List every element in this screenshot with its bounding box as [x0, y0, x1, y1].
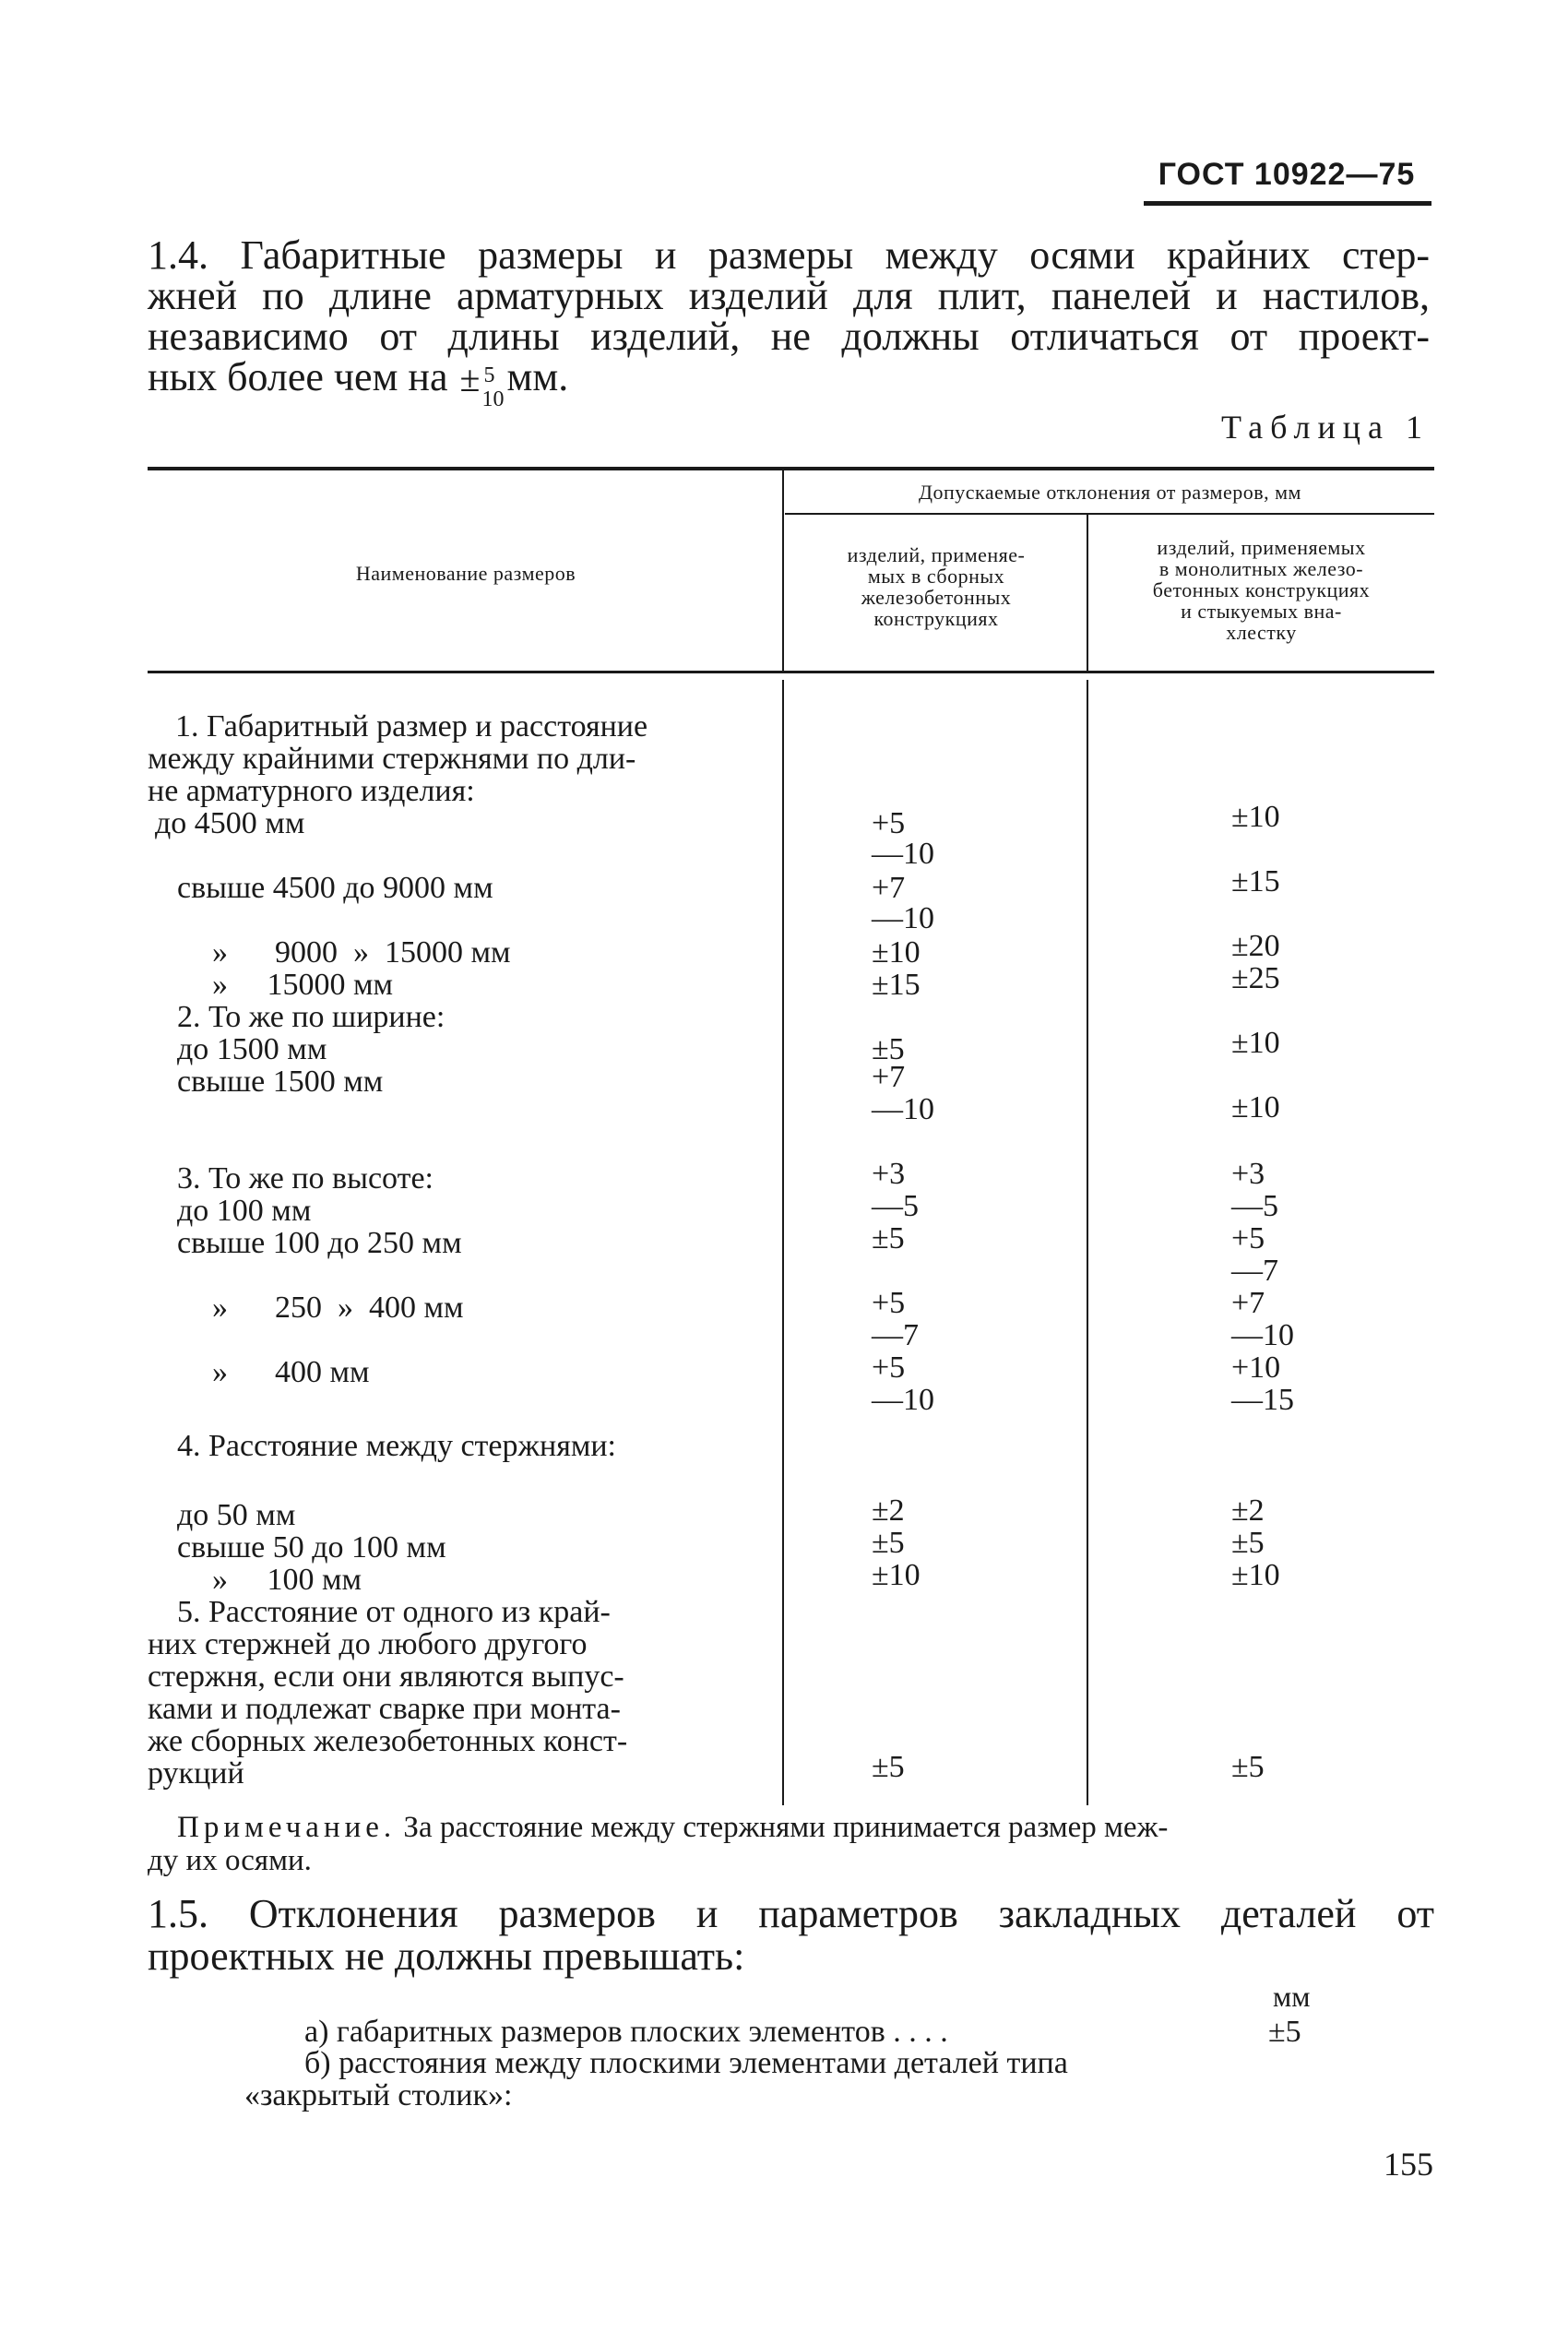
table-value-col2: ±25: [1231, 961, 1280, 995]
header-line: и стыкуемых вна-: [1181, 600, 1342, 623]
table-value-col2: ±10: [1231, 1090, 1280, 1124]
table-value-col1: —10: [872, 837, 934, 871]
table-value-col1: +5: [872, 1350, 906, 1385]
table-value-col1: ±15: [872, 968, 921, 1002]
table-value-col1: +3: [872, 1157, 906, 1191]
table-value-col2: +3: [1231, 1157, 1265, 1191]
table-row-label: свыше 100 до 250 мм: [177, 1226, 462, 1260]
list-item-value: ±5: [1268, 2015, 1301, 2049]
paragraph-line: жней по длине арматурных изделий для плит, панелей и настилов,: [148, 273, 1430, 318]
list-item: б) расстояния между плоскими элементами деталей типа: [304, 2046, 1068, 2080]
table-value-col2: ±5: [1231, 1526, 1265, 1560]
table-row-label: » 9000 » 15000 мм: [212, 935, 511, 970]
table-value-col2: —5: [1231, 1189, 1278, 1223]
table-value-col1: +5: [872, 806, 906, 840]
tolerance: [458, 357, 505, 411]
note-text: За расстояние между стержнями принимается размер меж-: [396, 1811, 1169, 1844]
table-value-col2: ±10: [1231, 800, 1280, 834]
table-value-col1: ±5: [872, 1032, 905, 1066]
table-row-label: них стержней до любого другого: [148, 1627, 588, 1661]
list-item-continuation: «закрытый столик»:: [244, 2078, 513, 2112]
table-column-divider: [782, 680, 784, 1805]
note-line: [177, 1811, 1431, 1844]
header-line: в монолитных железо-: [1158, 557, 1364, 580]
table-value-col1: ±5: [872, 1221, 905, 1255]
header-line: мых в сборных: [867, 565, 1005, 588]
header-line: изделий, применяе-: [847, 543, 1026, 566]
table-value-col1: ±2: [872, 1493, 905, 1528]
table-row-label: между крайними стержнями по дли-: [148, 742, 636, 776]
table-value-col1: ±5: [872, 1750, 905, 1784]
table-value-col2: ±5: [1231, 1750, 1265, 1784]
table-value-col1: +7: [872, 1060, 906, 1094]
table-value-col2: ±10: [1231, 1026, 1280, 1060]
table-row-label: ками и подлежат сварке при монта-: [148, 1692, 621, 1726]
table-value-col2: —7: [1231, 1254, 1278, 1288]
table-value-col1: —10: [872, 1092, 934, 1126]
paragraph-1-5: [148, 1893, 1434, 1978]
table-row-label: » 250 » 400 мм: [212, 1291, 464, 1325]
header-line: бетонных конструкциях: [1152, 578, 1371, 601]
table-row-label: » 400 мм: [212, 1355, 370, 1389]
table-value-col1: —5: [872, 1189, 919, 1223]
table-value-col2: ±2: [1231, 1493, 1265, 1528]
table-header-name: Наименование размеров: [355, 562, 576, 585]
table-top-rule: [148, 467, 1434, 470]
table-value-col1: —10: [872, 1383, 934, 1417]
paragraph-text: ных более чем на: [148, 354, 448, 399]
table-value-col2: —10: [1231, 1318, 1294, 1352]
table-value-col2: +5: [1231, 1221, 1265, 1255]
table-value-col1: —10: [872, 901, 934, 935]
table-value-col2: +7: [1231, 1286, 1265, 1320]
table-row-label: до 50 мм: [177, 1498, 296, 1532]
header-rule: [1144, 201, 1431, 206]
table-row-label: до 1500 мм: [177, 1032, 327, 1066]
list-item: а) габаритных размеров плоских элементов . . . .: [304, 2015, 948, 2049]
table-value-col1: ±5: [872, 1526, 905, 1560]
note-line: ду их осями.: [148, 1844, 312, 1877]
table-row-label: свыше 4500 до 9000 мм: [177, 871, 493, 905]
table-header-group: Допускаемые отклонения от размеров, мм: [919, 481, 1301, 504]
paragraph-line: проектных не должны превышать:: [148, 1933, 745, 1979]
tolerance-lower: 10: [481, 387, 505, 411]
table-row-label: же сборных железобетонных конст-: [148, 1724, 628, 1758]
table-row-label: стержня, если они являются выпус-: [148, 1660, 624, 1694]
table-row-label: не арматурного изделия:: [148, 774, 475, 808]
paragraph-line: независимо от длины изделий, не должны отличаться от проект-: [148, 314, 1430, 359]
header-line: изделий, применяемых: [1157, 536, 1366, 559]
table-row-label: до 4500 мм: [155, 806, 305, 840]
table-value-col2: —15: [1231, 1383, 1294, 1417]
table-row-label: 5. Расстояние от одного из край-: [177, 1595, 611, 1629]
table-value-col1: +5: [872, 1286, 906, 1320]
table-row-label: 3. То же по высоте:: [177, 1161, 434, 1196]
table-value-col1: ±10: [872, 1558, 921, 1592]
table-value-col2: +10: [1231, 1350, 1281, 1385]
table-header-col2: [1088, 537, 1434, 643]
paragraph-1-4: [148, 232, 1430, 411]
table-group-rule: [785, 513, 1434, 515]
paragraph-line: [148, 354, 1430, 411]
table-row-label: рукций: [148, 1756, 244, 1791]
document-header: ГОСТ 10922—75: [1158, 157, 1416, 192]
table-header-col1: [786, 544, 1087, 629]
table-row-label: » 15000 мм: [212, 968, 394, 1002]
table-column-divider: [1087, 680, 1088, 1805]
paragraph-text: мм.: [506, 354, 569, 399]
note-label: Примечание.: [177, 1811, 397, 1844]
header-line: конструкциях: [873, 607, 999, 630]
unit-label: мм: [1273, 1980, 1311, 2013]
table-value-col1: ±10: [872, 935, 921, 970]
table-row-label: до 100 мм: [177, 1194, 312, 1228]
table-value-col1: —7: [872, 1318, 919, 1352]
paragraph-line: 1.5. Отклонения размеров и параметров закладных деталей от: [148, 1891, 1434, 1936]
table-row-label: свыше 50 до 100 мм: [177, 1530, 446, 1565]
paragraph-line: 1.4. Габаритные размеры и размеры между осями крайних стер-: [148, 232, 1430, 278]
header-line: хлестку: [1226, 621, 1297, 644]
header-line: железобетонных: [861, 586, 1012, 609]
table-row-label: 4. Расстояние между стержнями:: [177, 1429, 616, 1463]
table-header-bottom-rule: [148, 671, 1434, 673]
tolerance-upper: 5: [483, 363, 495, 387]
table-value-col2: ±15: [1231, 864, 1280, 898]
table-caption: Таблица 1: [1221, 409, 1430, 446]
tolerance-sign: ±: [459, 358, 481, 399]
table-value-col1: +7: [872, 871, 906, 905]
page-number: 155: [1384, 2146, 1433, 2183]
table-value-col2: ±10: [1231, 1558, 1280, 1592]
table-row-label: » 100 мм: [212, 1563, 362, 1597]
table-row-label: 2. То же по ширине:: [177, 1000, 445, 1034]
table-row-label: 1. Габаритный размер и расстояние: [175, 709, 648, 744]
table-value-col2: ±20: [1231, 929, 1280, 963]
table-row-label: свыше 1500 мм: [177, 1065, 384, 1099]
table-note: [148, 1811, 1431, 1877]
